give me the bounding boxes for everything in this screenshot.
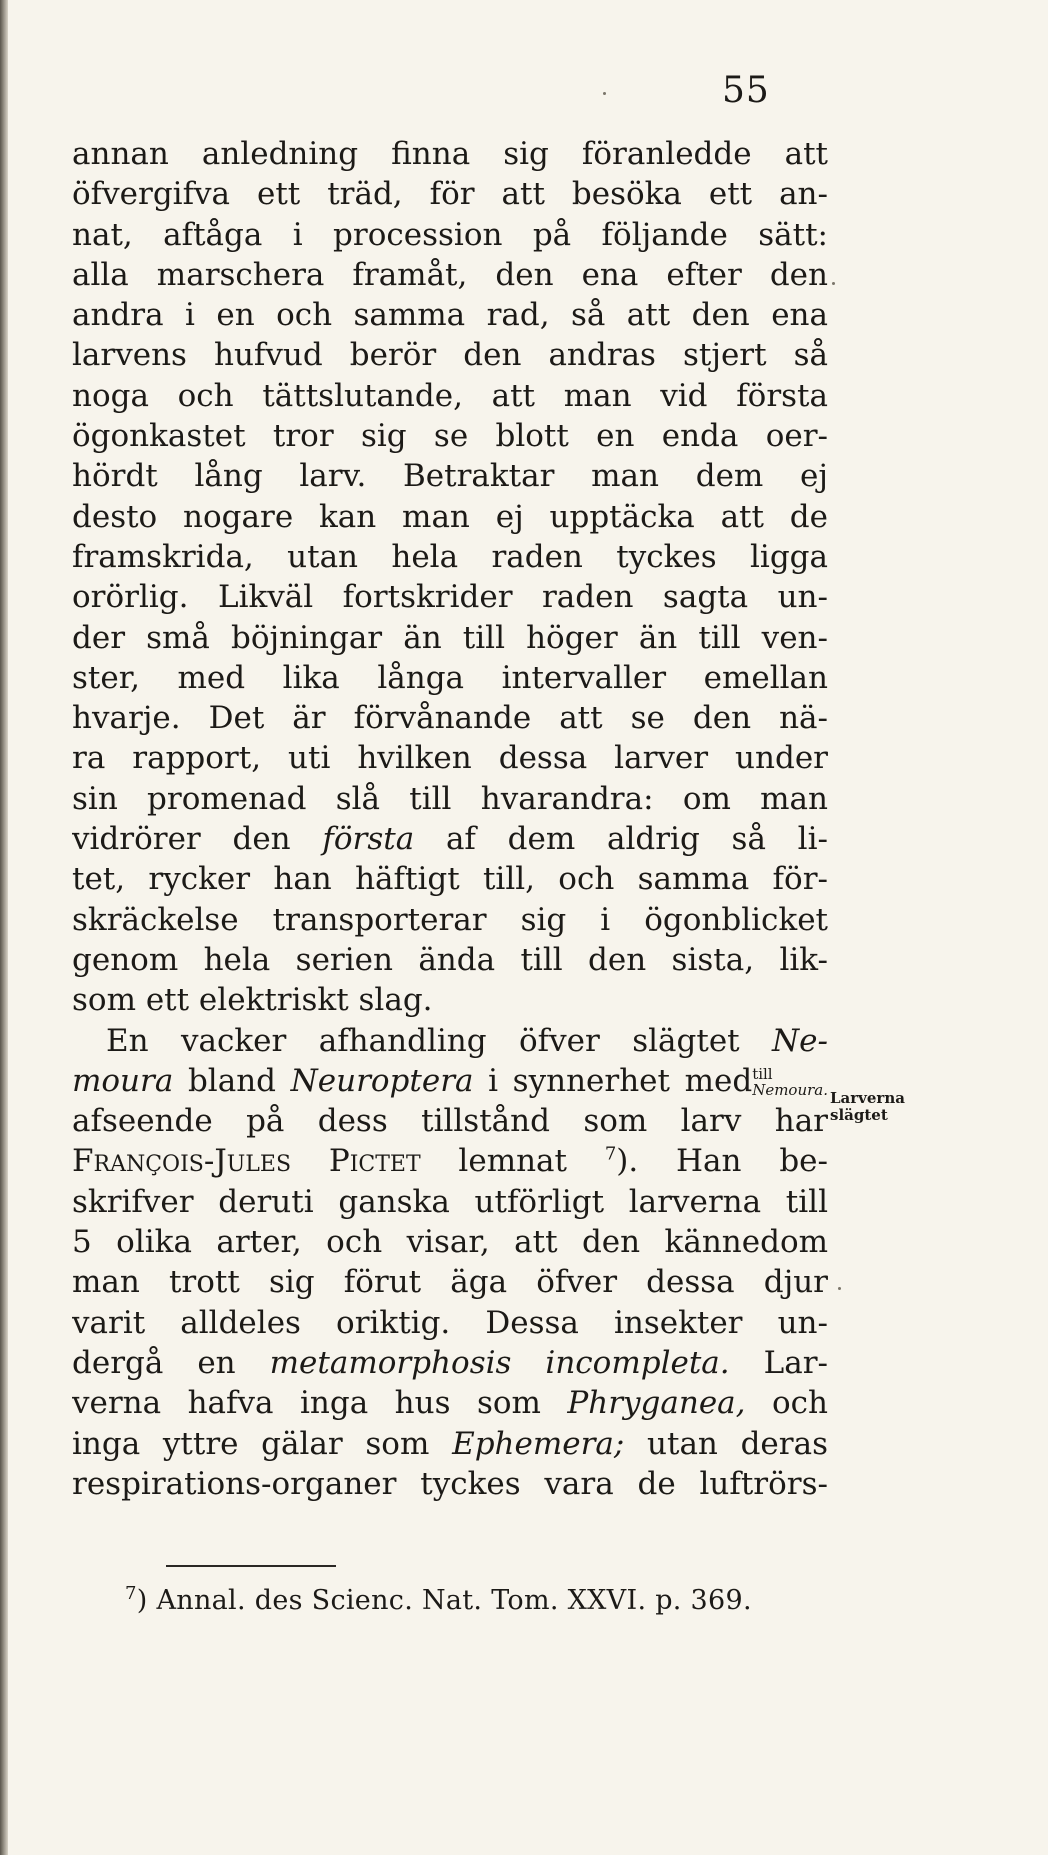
text-line: andra i en och samma rad, så att den ena	[72, 297, 828, 334]
text-line: hvarje. Det är förvånande att se den nä-	[72, 700, 828, 737]
text-span: och	[745, 1385, 828, 1422]
body-text	[72, 134, 828, 1504]
text-line: noga och tättslutande, att man vid första	[72, 377, 828, 414]
text-line: tet, rycker han häftigt till, och samma för-	[72, 861, 828, 898]
paper-speck	[603, 92, 606, 95]
footnote	[125, 1585, 752, 1616]
text-line: hördt lång larv. Betraktar man dem ej	[72, 458, 828, 495]
text-line: larvens hufvud berör den andras stjert så	[72, 337, 828, 374]
text-line: ra rapport, uti hvilken dessa larver under	[72, 740, 828, 777]
margin-note-line: Larverna	[830, 1089, 905, 1107]
stacked-note	[752, 1066, 828, 1098]
text-line: sin promenad slå till hvarandra: om man	[72, 780, 828, 817]
text-span: utan deras	[624, 1425, 828, 1462]
text-span: Lar-	[729, 1344, 828, 1381]
italic-word: Phryganea,	[567, 1385, 746, 1422]
margin-note	[830, 1090, 1040, 1124]
text-span: En vacker afhandling öfver slägtet	[106, 1022, 773, 1059]
text-line: som ett elektriskt slag.	[72, 982, 433, 1019]
text-line	[72, 1424, 828, 1464]
page-number: 55	[722, 70, 770, 111]
italic-word: Ephemera;	[452, 1425, 625, 1462]
text-line	[72, 1141, 828, 1181]
text-line: skrifver deruti ganska utförligt larverna till	[72, 1183, 828, 1220]
text-line: annan anledning finna sig föranledde att	[72, 136, 828, 172]
text-line: ögonkastet tror sig se blott en enda oer-	[72, 418, 828, 455]
footnote-marker: 7	[125, 1583, 137, 1604]
italic-word: metamorphosis incompleta.	[269, 1344, 730, 1381]
text-line: öfvergifva ett träd, för att besöka ett an-	[72, 176, 828, 213]
text-span: inga yttre gälar som	[72, 1425, 453, 1462]
text-line: framskrida, utan hela raden tyckes ligga	[72, 538, 828, 575]
text-line	[72, 1343, 828, 1383]
text-line: der små böjningar än till höger än till ven-	[72, 619, 828, 656]
text-span: verna hafva inga hus som	[72, 1385, 568, 1422]
text-line: desto nogare kan man ej upptäcka att de	[72, 498, 828, 535]
margin-note-line: slägtet	[830, 1106, 888, 1124]
footnote-divider	[166, 1565, 336, 1567]
paper-speck	[832, 282, 835, 285]
text-line: nat, aftåga i procession på följande sätt:	[72, 216, 828, 253]
text-line: alla marschera framåt, den ena efter den	[72, 256, 828, 293]
text-line	[72, 1383, 828, 1423]
italic-word: Ne-	[772, 1022, 828, 1059]
text-span: lemnat	[420, 1143, 605, 1180]
text-line: skräckelse transporterar sig i ögonblicket	[72, 901, 828, 938]
text-line: afseende på dess tillstånd som larv har	[72, 1103, 828, 1140]
text-span: dergå en	[72, 1344, 270, 1381]
text-span: vidrörer den	[72, 821, 323, 858]
text-line	[72, 1021, 828, 1061]
italic-word: moura	[72, 1062, 174, 1099]
text-line: orörlig. Likväl fortskrider raden sagta un-	[72, 579, 828, 616]
footnote-ref: 7	[604, 1144, 617, 1166]
text-line: man trott sig förut äga öfver dessa djur	[72, 1264, 828, 1301]
text-line: genom hela serien ända till den sista, lik-	[72, 941, 828, 978]
text-line: varit alldeles oriktig. Dessa insekter un-	[72, 1304, 828, 1341]
text-line	[72, 1061, 828, 1101]
text-line: 5 olika arter, och visar, att den kännedom	[72, 1224, 828, 1261]
text-line	[72, 819, 828, 859]
author-name: François-Jules Pictet	[72, 1143, 421, 1180]
italic-word: Neuroptera	[290, 1062, 474, 1099]
text-line: respirations-organer tyckes vara de luftrörs-	[72, 1465, 828, 1502]
text-span: af dem aldrig så li-	[414, 821, 828, 858]
text-span: bland	[173, 1062, 291, 1099]
stacked-note-bottom: Nemoura.	[752, 1081, 828, 1100]
footnote-text: ) Annal. des Scienc. Nat. Tom. XXVI. p. 369.	[136, 1585, 752, 1616]
italic-word: första	[322, 821, 415, 858]
text-span: ). Han be-	[616, 1143, 828, 1180]
paper-speck	[838, 1287, 841, 1290]
stacked-note-top: till	[752, 1065, 773, 1084]
page-binding-edge	[0, 0, 8, 1855]
text-line: ster, med lika långa intervaller emellan	[72, 659, 828, 696]
text-span: i synnerhet med	[473, 1062, 753, 1099]
